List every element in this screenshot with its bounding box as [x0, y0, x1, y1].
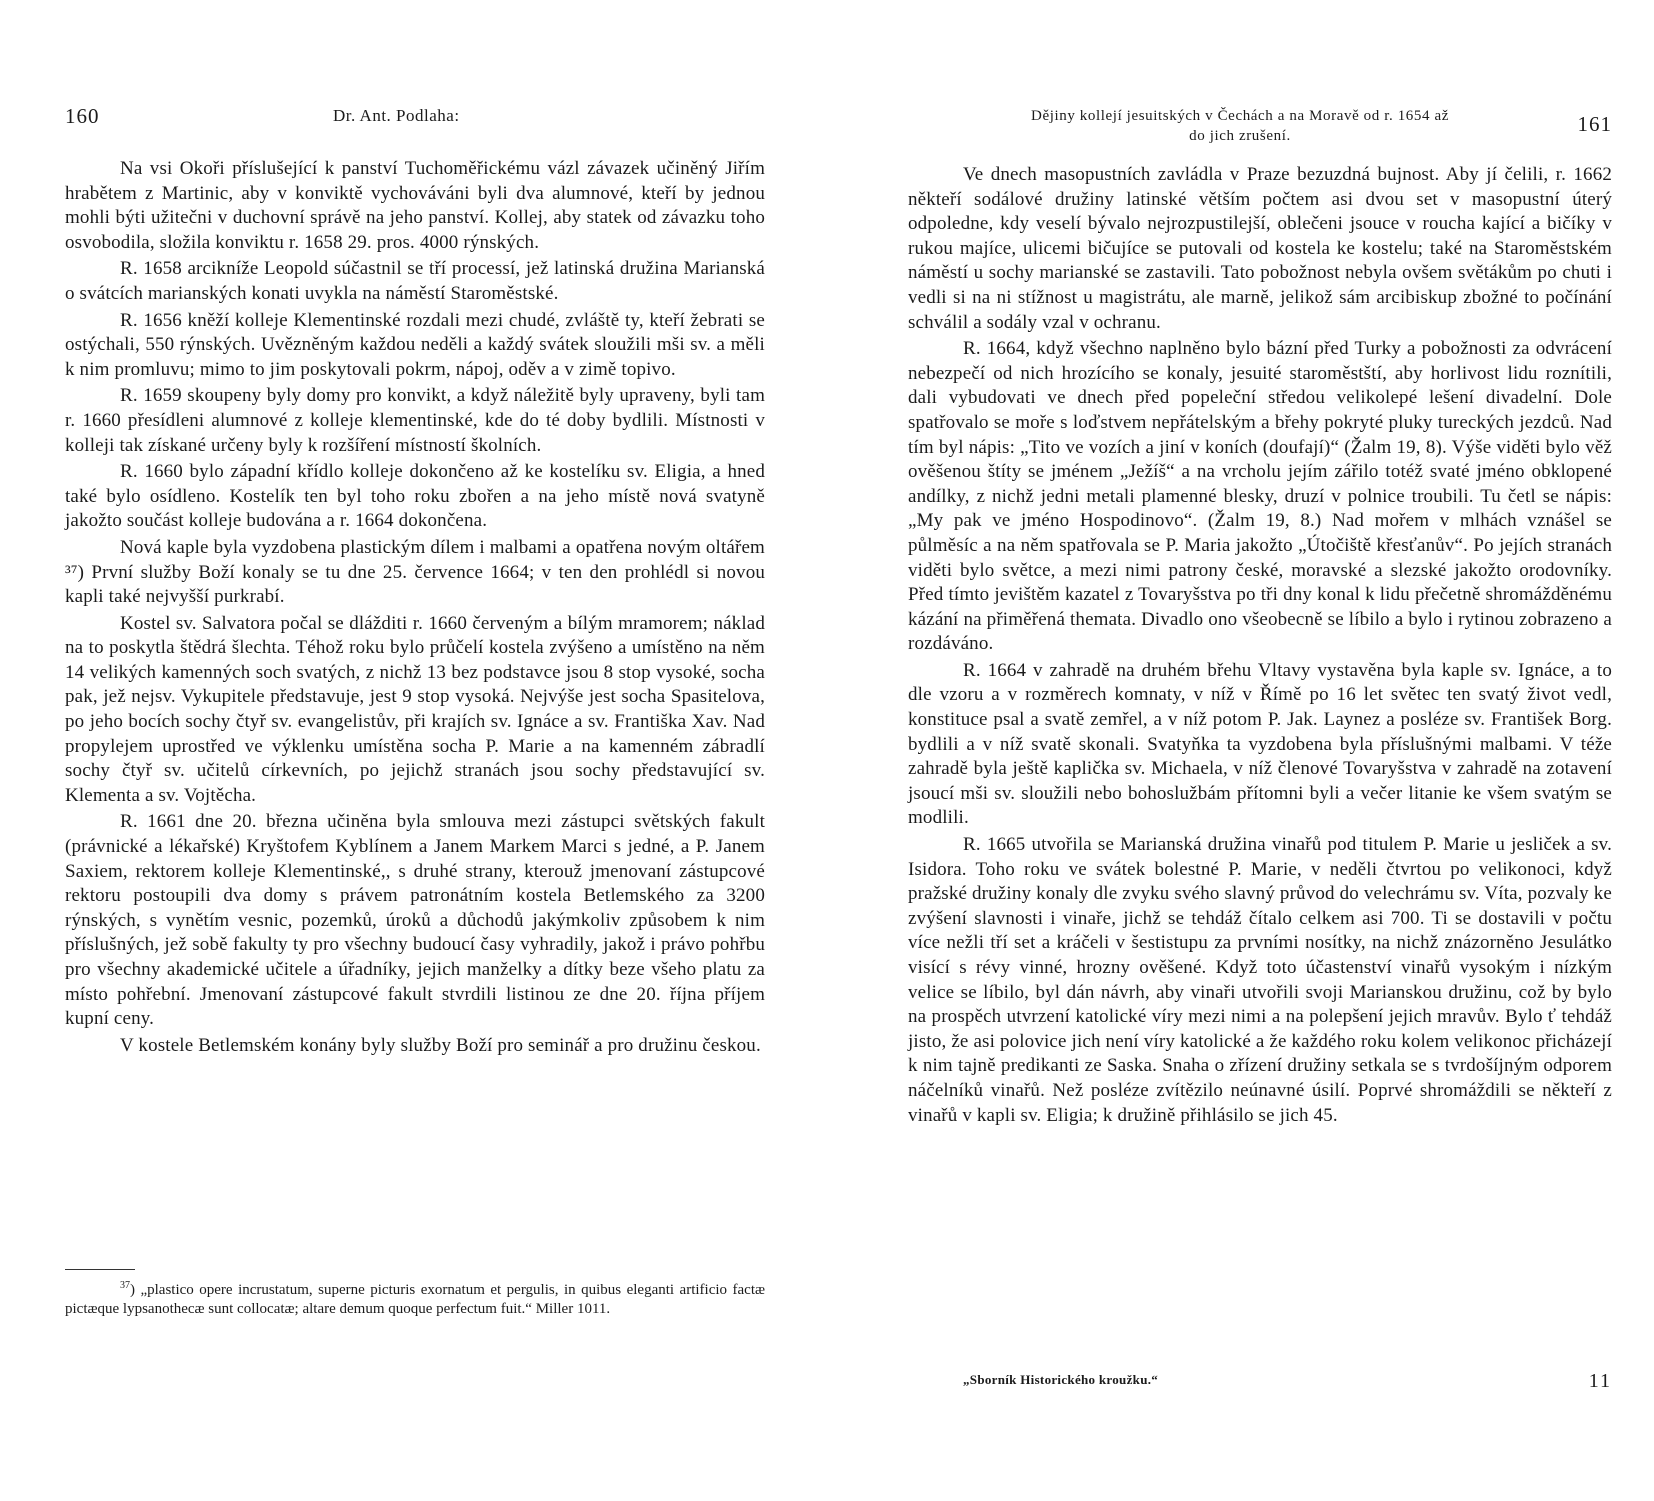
paragraph: R. 1665 utvořila se Marianská družina vinařů pod titulem P. Marie u jesliček a sv. Isidora. Toho roku ve svátek bolestné P. Marie, v neděli čtvrtou po velikonoci, když pražské družiny konaly dle zvyku svého slavný průvod do velechrámu sv. Víta, pozvaly ke zvýšení slavnosti i vinaře, jichž se tehdáž čítalo celkem asi 700. Ti se dostavili v počtu více nežli tří set a kráčeli v šestistupu za prvními nosítky, na nichž znázorněno Jesulátko visící s révy vinné, hrozny ověšené. Když toto účastenství vinařů vysokým i nízkým velice se líbilo, byl dán návrh, aby vinaři utvořili svoji Marianskou družinu, což by bylo na prospěch utvrzení katolické víry mezi nimi a na polepšení jejich mravův. Bylo ť tehdáž jisto, že asi polovice jich není víry katolické a že každého roku kolem velikonoc přicházejí k nim tajně predikanti ze Saska. Snaha o zřízení družiny setkala se s tvrdošíjným odporem náčelníků vinařů. Než posléze zvítězilo neúnavné úsilí. Poprvé shromáždili se někteří z vinařů v kapli sv. Eligia; k družině přihlásilo se jich 45.	[908, 834, 1612, 1126]
paragraph: R. 1664 v zahradě na druhém břehu Vltavy vystavěna byla kaple sv. Ignáce, a to dle vzoru a v rozměrech komnaty, v níž v Římě po 16 let světec ten svatý život vedl, konstituce psal a svatě zemřel, a v níž potom P. Jak. Laynez a posléze sv. František Borg. bydlili a v níž svatě skonali. Svatyňka ta vyzdobena byla příslušnými malbami. V téže zahradě byla ještě kaplička sv. Michaela, v níž členové Tovaryšstva v zahradě na zotavení jsoucí mši sv. sloužili nebo bohoslužbám přítomni byli a večer litanie ke všem svatým se modlili.	[908, 659, 1612, 829]
running-head-line: Dějiny kollejí jesuitských v Čechách a na Moravě od r. 1654 až	[1031, 108, 1449, 124]
right-running-head	[908, 104, 1612, 148]
right-running-head-title	[908, 106, 1572, 146]
footnote-text	[65, 1276, 765, 1319]
left-page-number: 160	[65, 104, 100, 128]
signature-number: 11	[1588, 1370, 1612, 1392]
footnote-body: ) „plastico opere incrustatum, superne picturis exornatum et pergulis, in quibus eleganti artificio factæ pictæque lypsanothecæ sunt collocatæ; altare demum quoque perfectum fuit.“ Miller 1011.	[65, 1282, 765, 1317]
running-head-line: do jich zrušení.	[1189, 128, 1291, 144]
right-page-number: 161	[1577, 112, 1612, 136]
paragraph: R. 1659 skoupeny byly domy pro konvikt, a když náležitě byly upraveny, byli tam r. 1660 přesídleni alumnové z kolleje klementinské, kde do té doby bydlili. Místnosti v kolleji tak získané určeny byly k rozšíření místností školních.	[65, 385, 765, 456]
right-body-text	[908, 163, 1612, 1130]
paragraph: R. 1660 bylo západní křídlo kolleje dokončeno až ke kostelíku sv. Eligia, a hned také bylo osídleno. Kostelík ten byl toho roku zbořen a na jeho místě nová svatyně jakožto součást kolleje budována a r. 1664 dokončena.	[65, 461, 765, 532]
paragraph: R. 1656 kněží kolleje Klementinské rozdali mezi chudé, zvláště ty, kteří žebrati se ostýchali, 550 rýnských. Uvězněným každou neděli a každý svátek sloužili mši sv. a měli k nim promluvu; mimo to jim poskytovali pokrm, nápoj, oděv a v zimě topivo.	[65, 309, 765, 380]
paragraph: Na vsi Okoři příslušející k panství Tuchoměřickému vázl závazek učiněný Jiřím hrabětem z Martinic, aby v konviktě vychováváni byli dva alumnové, kteří by jednou mohli býti užitečni v duchovní správě na jeho panství. Kollej, aby statek od závazku toho osvobodila, složila konviktu r. 1658 29. pros. 4000 rýnských.	[65, 158, 765, 253]
paragraph: Nová kaple byla vyzdobena plastickým dílem i malbami a opatřena novým oltářem ³⁷) První služby Boží konaly se tu dne 25. července 1664; v ten den prohlédl si novou kapli také nejvyšší purkrabí.	[65, 536, 765, 608]
footnote	[65, 1276, 765, 1319]
paragraph: R. 1664, když všechno naplněno bylo bázní před Turky a pobožnosti za odvrácení nebezpečí od nich hrozícího se konaly, jesuité staroměstští, aby horlivost lidu roznítili, dali vybudovati ve dnech před popeleční středou velikolepé lešení divadelní. Dole spatřovalo se moře s loďstvem nepřátelským a břehy pokryté pluky tureckých jezdců. Nad tím byl nápis: „Tito ve vozích a jiní v koních (doufají)“ (Žalm 19, 8). Výše viděti bylo věž ověšenou štíty se jménem „Ježíš“ a na vrcholu jejím zářilo totéž svaté jméno obklopené andílky, z nichž jedni metali plamenné blesky, druzí v polnice troubili. Tu četl se nápis: „My pak ve jméno Hospodinovo“. (Žalm 19, 8.) Nad mořem v mlhách vznášel se půlměsíc a na něm spatřovala se P. Maria jakožto „Útočiště křesťanův“. Po jejích stranách viděti bylo světce, a mezi nimi patrony české, moravské a slezské jakožto orodovníky. Před tímto jevištěm kazatel z Tovaryšstva po tři dny konal k lidu přečetně shromážděnému kázání na přiměřená themata. Divadlo ono všeobecně se líbilo a bylo i rytinou zobrazeno a rozdáváno.	[908, 338, 1612, 655]
paragraph: V kostele Betlemském konány byly služby Boží pro seminář a pro družinu českou.	[120, 1034, 761, 1056]
left-running-head	[65, 104, 765, 148]
left-page	[65, 0, 765, 1501]
right-page	[908, 0, 1612, 1501]
paragraph: Kostel sv. Salvatora počal se dlážditi r. 1660 červeným a bílým mramorem; náklad na to poskytla štědrá šlechta. Téhož roku bylo průčelí kostela zvýšeno a umístěno na něm 14 velikých kamenných soch svatých, z nichž 13 bez podstavce jsou 8 stop vysoké, socha pak, jež nejsv. Vykupitele představuje, jest 9 stop vysoká. Nejvýše jest socha Spasitelova, po jeho bocích sochy čtyř sv. evangelistův, při krajích sv. Ignáce a sv. Františka Xav. Nad propylejem uprostřed ve výklenku umístěna socha P. Marie a na kamenném zábradlí sochy čtyř sv. učitelů církevních, po jejichž stranách jsou sochy představující sv. Klementa a sv. Vojtěcha.	[65, 612, 765, 806]
paragraph: Ve dnech masopustních zavládla v Praze bezuzdná bujnost. Aby jí čelili, r. 1662 někteří sodálové družiny latinské větším počtem asi dvou set v masopustní úterý odpoledne, kdy veselí bývalo nejrozpustilejší, oblečeni jsouce v roucha kající a bičíky v rukou majíce, ulicemi bičujíce se putovali od kostela ke kostelu; také na Staroměstském náměstí u sochy marianské se zastavili. Tato pobožnost nebyla ovšem světákům po chuti i vedli si na ni stížnost u magistrátu, ale marně, jelikož sám arcibiskup zbožné to počínání schválil a sodály vzal v ochranu.	[908, 164, 1612, 333]
paragraph: R. 1661 dne 20. března učiněna byla smlouva mezi zástupci světských fakult (právnické a lékařské) Kryštofem Kyblínem a Janem Markem Marci s jedné, a P. Janem Saxiem, rektorem kolleje Klementinské,, s druhé strany, kterouž jmenovaní zástupcové rektoru postoupili dva domy s právem patronátním kostela Betlemského za 3200 rýnských, s vynětím vesnic, pozemků, úroků a důchodů jakýmkoliv způsobem k nim příslušných, jež sobě fakulty ty pro všechny budoucí časy vyhradily, jakož i právo pohřbu pro všechny akademické učitele a úřadníky, jejich manželky a dítky beze všeho platu za místo pohřební. Jmenovaní zástupcové fakult stvrdili listinou ze dne 20. října příjem kupní ceny.	[65, 811, 765, 1030]
footnote-divider	[65, 1269, 135, 1270]
left-running-head-title: Dr. Ant. Podlaha:	[333, 106, 460, 125]
footnote-marker: 37	[120, 1280, 130, 1291]
signature-title: „Sborník Historického kroužku.“	[963, 1372, 1159, 1387]
printer-signature	[908, 1370, 1612, 1394]
paragraph: R. 1658 arcikníže Leopold súčastnil se tří processí, jež latinská družina Marianská o svátcích marianských konati uvykla na náměstí Staroměstské.	[65, 258, 765, 304]
left-body-text	[65, 157, 765, 1060]
